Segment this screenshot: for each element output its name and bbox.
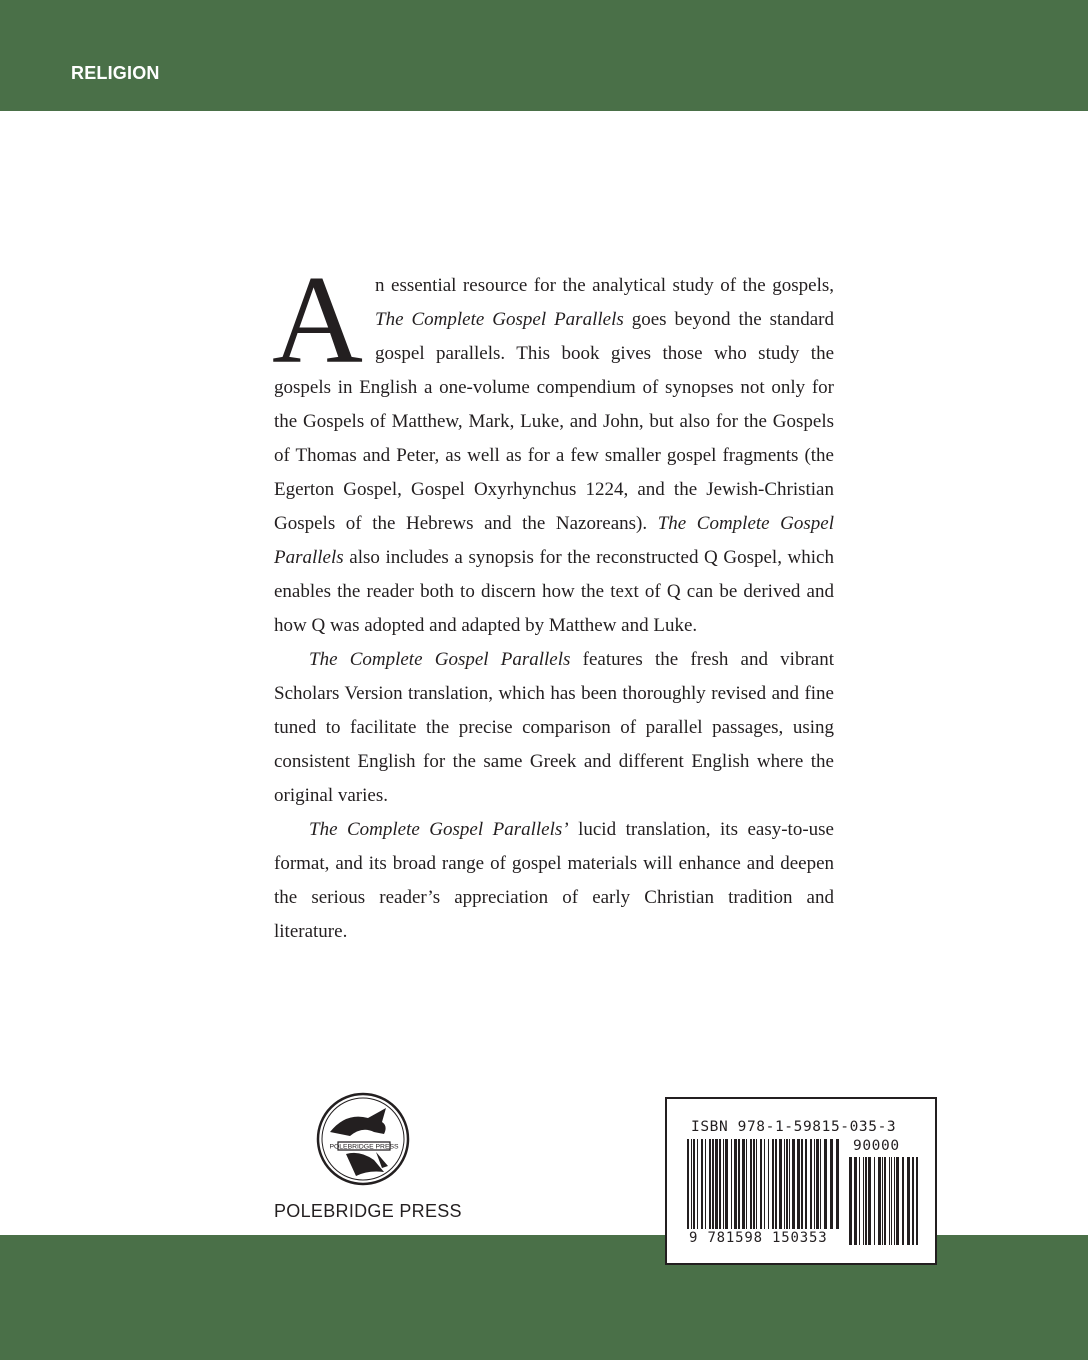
barcode-bar [916,1157,918,1245]
barcode-bar [868,1157,871,1245]
barcode-bar [859,1157,860,1245]
blurb-p1-text-a: n essential resource for the analytical study of the gospels, [375,275,834,296]
barcode-bar [865,1157,867,1245]
blurb-p1-text-b: goes beyond the standard gospel parallels. This book gives those who study the gospels in English a one-volume compendium of synopses not only for the Gospels of Matthew, Mark, Luke, and John, but also for the Gospels of Thomas and Peter, as well as for a few smaller gospel fragments (the Egerton Gospel, Gospel Oxyrhynchus 1224, and the Jewish-Christian Gospels of the Hebrews and the Nazoreans). [274,309,834,534]
barcode-bar [907,1157,910,1245]
book-title-italic: The Complete Gospel Parallels [309,649,571,670]
top-band [0,0,1088,111]
ean-digits: 9 781598 150353 [689,1230,828,1246]
barcode-bar [691,1139,692,1229]
publisher-logo-icon [316,1092,410,1186]
book-title-italic: The Complete Gospel Parallels’ [309,819,569,840]
barcode-bar [738,1139,740,1229]
barcode-bar [797,1139,800,1229]
barcode-bar [820,1139,821,1229]
barcode-bar [792,1139,795,1229]
barcode-bar [693,1139,695,1229]
barcode-bar [854,1157,857,1245]
barcode-bar [849,1157,852,1245]
price-code: 90000 [853,1138,900,1154]
barcode-bar [824,1139,827,1229]
barcode-bar [772,1139,774,1229]
barcode-bar [731,1139,732,1229]
blurb-p3-text: lucid translation, its easy-to-use format, and its broad range of gospel materials will enhance and deepen the serious reader’s appreciation of early Christian tradition and literature. [274,819,834,942]
isbn-barcode-box [665,1097,937,1265]
barcode-bar [884,1157,886,1245]
barcode-bar [801,1139,803,1229]
barcode-bar [734,1139,737,1229]
barcode-bar [889,1157,890,1245]
barcode-bar [805,1139,807,1229]
barcode-bar [756,1139,757,1229]
barcode-bar [814,1139,815,1229]
barcode-bar [725,1139,728,1229]
barcode-bar [891,1157,892,1245]
blurb-paragraph-1 [272,251,834,643]
drop-cap: A [272,251,363,390]
barcode-bar [878,1157,881,1245]
barcode-bar [896,1157,899,1245]
barcode-bar [746,1139,747,1229]
isbn-number: ISBN 978-1-59815-035-3 [691,1119,897,1135]
barcode-bar [753,1139,755,1229]
barcode-bar [775,1139,777,1229]
barcode-bar [687,1139,689,1229]
barcode-bar [784,1139,785,1229]
blurb-paragraph-3 [274,813,834,949]
barcode-bar [902,1157,904,1245]
barcode-bar [768,1139,769,1229]
barcode-bar [912,1157,914,1245]
barcode-bar [715,1139,718,1229]
barcode-bar [786,1139,788,1229]
book-title-italic: The Complete Gospel Parallels [274,513,834,568]
barcode-bar [701,1139,703,1229]
barcode-bar [836,1139,839,1229]
publisher-name: POLEBRIDGE PRESS [274,1201,462,1221]
barcode-bar [830,1139,833,1229]
blurb-text [272,251,834,949]
barcode-bar [816,1139,819,1229]
barcode-bar [874,1157,875,1245]
blurb-paragraph-2 [274,643,834,813]
barcode-bar [712,1139,714,1229]
barcode-bar [742,1139,745,1229]
barcode-bar [764,1139,765,1229]
barcode-bar [882,1157,883,1245]
category-label: RELIGION [71,63,160,83]
barcode-bar [750,1139,752,1229]
barcode-bar [760,1139,762,1229]
logo-text: POLEBRIDGE PRESS [329,1143,399,1151]
book-title-italic: The Complete Gospel Parallels [375,309,624,330]
barcode-bar [697,1139,698,1229]
barcode-bar [894,1157,895,1245]
barcode-bar [863,1157,864,1245]
barcode-bar [705,1139,706,1229]
barcode-bar [779,1139,782,1229]
barcode-bar [723,1139,724,1229]
barcode-bar [719,1139,721,1229]
barcode-bar [789,1139,790,1229]
barcode-bar [709,1139,711,1229]
barcode-bar [810,1139,812,1229]
blurb-p2-text: features the fresh and vibrant Scholars Version translation, which has been thoroughly revised and fine tuned to facilitate the precise comparison of parallel passages, using consistent English for the same Greek and different English where the original varies. [274,649,834,806]
blurb-p1-text-c: also includes a synopsis for the reconstructed Q Gospel, which enables the reader both to discern how the text of Q can be derived and how Q was adopted and adapted by Matthew and Luke. [274,547,834,636]
